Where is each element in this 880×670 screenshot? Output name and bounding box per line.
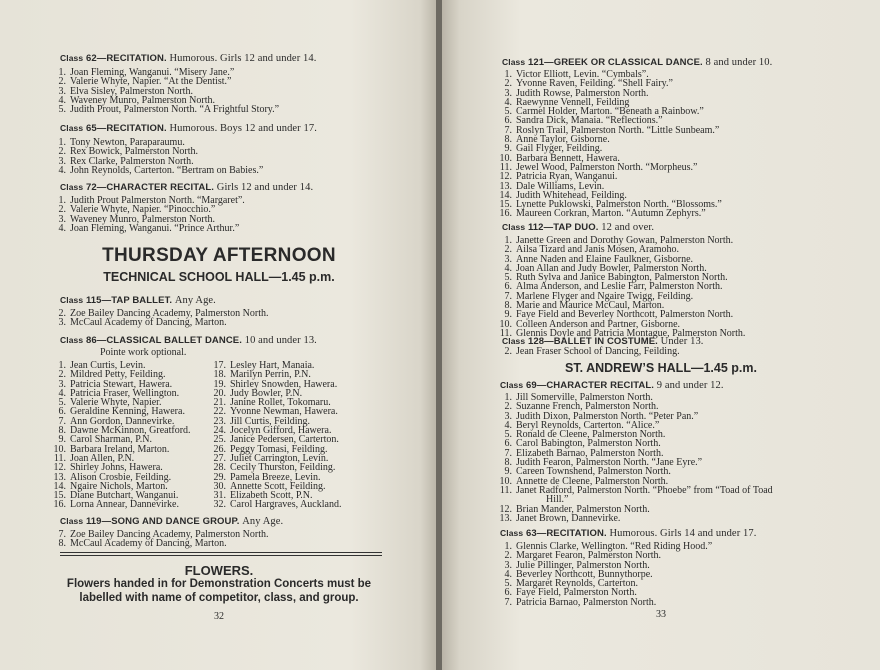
entry-list [498,347,680,356]
entry-text: Annette Scott, Feilding. [230,480,326,492]
entry-row [498,347,680,356]
entry-text: Barbara Bennett, Hawera. [516,152,620,164]
entry-number: 32. [213,499,226,511]
entry-number: 12. [499,503,512,515]
entry-number: 2. [58,369,66,381]
entry-number: 16. [53,499,66,511]
entry-number: 5. [504,578,512,590]
entry-text: Marilyn Perrin, P.N. [230,369,311,381]
entry-text: Jill Somerville, Palmerston North. [516,392,653,403]
entry-number: 13. [499,512,512,524]
entry-text: Joan Allen, P.N. [70,452,135,464]
entry-row [52,105,279,114]
dash-separator: — [101,516,112,527]
entry-row [498,514,773,523]
entry-text: Diane Butchart, Wanganui. [70,490,179,502]
entry-text: McCaul Academy of Dancing, Marton. [70,317,227,329]
entry-text: Faye Field, Palmerston North. [516,587,637,599]
class-number: 128 [527,336,545,347]
entry-row [52,318,268,327]
class-note: 9 and under 12. [656,380,724,391]
class-note: Any Age. [174,295,216,306]
entry-list [52,361,191,510]
entry-number: 10. [499,475,512,487]
entry-list [212,361,341,510]
entry-text: Roslyn Trail, Palmerston North. “Little Sunbeam.” [516,124,720,136]
class-header [60,123,317,134]
entry-number: 10. [499,318,512,330]
entry-text: Valerie Whyte, Napier. “Pinocchio.” [70,204,216,216]
dash-separator: — [96,53,107,64]
entry-text: Annette de Cleene, Palmerston North. [516,475,669,487]
entry-number: 20. [213,387,226,399]
entry-row [52,224,245,233]
entry-number: 13. [499,180,512,192]
entry-number: 4. [58,222,66,234]
divider [60,552,382,553]
entry-number: 4. [58,94,66,106]
entry-row [498,598,712,607]
entry-text: Careen Townshend, Palmerston North. [516,466,671,478]
entry-number: 9. [58,434,66,446]
class-word: Class [500,380,524,390]
entry-number: 1. [504,392,512,403]
entry-text: Waveney Munro, Palmerston North. [70,213,215,225]
entry-number: 18. [213,369,226,381]
entry-number: 8. [504,134,512,146]
entry-number: 15. [53,490,66,502]
class-title: TAP DUO. [553,222,599,233]
class-word: Class [60,295,84,305]
entry-text: Jean Fraser School of Dancing, Feilding. [516,346,680,357]
entry-number: 9. [504,309,512,321]
class-title: CHARACTER RECITAL. [546,380,655,391]
entry-number: 4. [58,164,66,176]
class-note: Girls 12 and under 14. [216,182,314,193]
entry-number: 2. [58,146,66,158]
entry-number: 1. [504,541,512,552]
entry-number: 31. [213,490,226,502]
entry-number: 8. [58,425,66,437]
class-note: Humorous. Girls 14 and under 17. [609,528,757,539]
entry-number: 14. [499,189,512,201]
entry-number: 10. [53,443,66,455]
flowers-heading: FLOWERS. [184,563,254,578]
entry-text: Ngaire Nichols, Marton. [70,480,168,492]
dash-separator: — [96,123,107,134]
entry-number: 4. [58,387,66,399]
entry-text: Raewynne Vennell, Feilding [516,96,630,108]
entry-number: 6. [504,587,512,599]
class-note: Humorous. Girls 12 and under 14. [169,53,317,64]
entry-row [52,166,263,175]
entry-list [52,196,245,233]
class-title: GREEK OR CLASSICAL DANCE. [553,57,703,68]
entry-text: Mildred Petty, Feilding. [70,369,166,381]
entry-text: Victor Elliott, Levin. “Cymbals”. [516,69,649,80]
entry-text: Carol Babington, Palmerston North. [516,438,661,450]
page-number: 32 [214,611,224,622]
class-number: 65 [85,123,97,134]
entry-text: Juliet Carrington, Levin. [230,452,329,464]
class-note: Humorous. Boys 12 and under 17. [169,123,317,134]
entry-number: 17. [213,360,226,371]
class-note: Under 13. [660,336,704,347]
class-note: Any Age. [242,516,284,527]
entry-text: Jocelyn Gifford, Hawera. [230,425,332,437]
entry-number: 1. [504,235,512,246]
entry-number: 7. [58,529,66,540]
entry-list [498,542,712,607]
entry-text: Dale Williams, Levin. [516,180,605,192]
entry-number: 30. [213,480,226,492]
entry-text: Janet Brown, Dannevirke. [516,512,621,524]
entry-text: Hill.” [546,494,569,506]
flowers-note: labelled with name of competitor, class, and group. [79,592,359,604]
entry-text: Valerie Whyte, Napier. [70,397,162,409]
entry-number: 4. [504,419,512,431]
entry-number: 22. [213,406,226,418]
dash-separator: — [96,335,107,346]
entry-number: 7. [504,124,512,136]
entry-text: Suzanne French, Palmerston North. [516,401,659,413]
entry-number: 11. [53,452,66,464]
entry-text: Maureen Corkran, Marton. “Autumn Zephyrs.” [516,208,706,220]
entry-number: 3. [58,155,66,167]
entry-text: Waveney Munro, Palmerston North. [70,94,215,106]
entry-number: 5. [504,429,512,441]
entry-text: Patricia Fraser, Wellington. [70,387,180,399]
class-number: 112 [527,222,544,233]
entry-number: 11. [499,327,512,339]
entry-number: 5. [58,397,66,409]
entry-text: Ann Gordon, Dannevirke. [70,415,175,427]
dash-separator: — [101,295,112,306]
entry-number: 7. [504,290,512,302]
entry-row [52,500,191,509]
entry-number: 2. [504,401,512,413]
entry-text: Yvonne Raven, Feilding. “Shell Fairy.” [516,78,673,90]
class-number: 62 [85,53,97,64]
entry-text: Rex Bowick, Palmerston North. [70,146,199,158]
entry-number: 21. [213,397,226,409]
entry-number: 11. [499,161,512,173]
entry-text: Marie and Maurice McCaul, Marton. [516,300,665,312]
entry-number: 2. [504,550,512,562]
class-subnote: Pointe work optional. [100,347,187,358]
entry-number: 24. [213,425,226,437]
entry-text: Cecily Thurston, Feilding. [230,462,336,474]
entry-number: 9. [504,143,512,155]
class-title: SONG AND DANCE GROUP. [111,516,240,527]
dash-separator: — [96,182,107,193]
class-header [60,53,316,64]
entry-text: Glennis Clarke, Wellington. “Red Riding Hood.” [516,541,713,552]
entry-text: Anne Naden and Elaine Faulkner, Gisborne. [516,253,694,265]
entry-text: Jewel Wood, Palmerston North. “Morpheus.” [516,161,698,173]
entry-text: Lorna Annear, Dannevirke. [70,499,179,511]
entry-list [52,68,279,114]
class-note: 8 and under 10. [705,57,773,68]
entry-number: 8. [58,538,66,550]
class-number: 121 [527,57,545,68]
entry-number: 2. [504,78,512,90]
entry-text: Glennis Doyle and Patricia Montague, Palmerston North. [516,327,746,339]
class-word: Class [60,516,84,526]
entry-text: Sandra Dick, Manaia. “Reflections.” [516,115,663,127]
dash-separator: — [544,336,554,347]
entry-number: 5. [58,104,66,116]
class-title: CHARACTER RECITAL. [106,182,215,193]
entry-number: 3. [58,317,66,329]
class-header [502,222,654,233]
entry-text: Marlene Flyger and Ngaire Twigg, Feilding. [516,290,694,302]
entry-text: Judith Fearon, Palmerston North. “Jane Eyre.” [516,457,703,469]
entry-number: 3. [504,410,512,422]
entry-number: 5. [504,272,512,284]
entry-text: Margaret Reynolds, Carterton. [516,578,639,590]
entry-number: 7. [58,415,66,427]
entry-text: Judith Dixon, Palmerston North. “Peter Pan.” [516,410,699,422]
divider [60,555,382,556]
entry-list [52,138,263,175]
entry-text: Janine Rollet, Tokomaru. [230,397,331,409]
entry-text: Janice Pedersen, Carterton. [230,434,339,446]
class-number: 115 [85,295,102,306]
entry-number: 14. [53,480,66,492]
class-word: Class [60,123,84,133]
entry-list [52,309,268,328]
entry-number: 12. [53,462,66,474]
entry-text: Faye Field and Beverley Northcott, Palmerston North. [516,309,734,321]
dash-separator: — [536,380,547,391]
entry-number: 5. [504,106,512,118]
entry-text: Alma Anderson, and Leslie Farr, Palmerston North. [516,281,723,293]
entry-text: Beverley Northcott, Bunnythorpe. [516,568,653,580]
entry-text: Janet Radford, Palmerston North. “Phoebe” from “Toad of Toad [516,484,773,496]
entry-number: 26. [213,443,226,455]
entry-number: 9. [504,466,512,478]
class-word: Class [502,57,526,67]
class-title: RECITATION. [546,528,607,539]
entry-text: Shirley Snowden, Hawera. [230,378,338,390]
entry-number: 15. [499,199,512,211]
entry-text: Patricia Ryan, Wanganui. [516,171,618,183]
class-word: Class [60,182,84,192]
class-note: 10 and under 13. [244,335,317,346]
entry-number: 1. [58,67,66,78]
class-word: Class [60,53,84,63]
entry-text: Judy Bowler, P.N. [230,387,303,399]
class-title: TAP BALLET. [111,295,173,306]
entry-text: Joan Fleming, Wanganui. “Misery Jane.” [70,67,235,78]
class-header [60,182,313,193]
entry-text: Carol Hargraves, Auckland. [230,499,342,511]
entry-number: 3. [58,213,66,225]
entry-list [52,530,268,549]
entry-text: Patricia Barnao, Palmerston North. [516,596,657,608]
entry-row [52,539,268,548]
entry-text: Joan Allan and Judy Bowler, Palmerston North. [516,262,707,274]
entry-text: Elva Sisley, Palmerston North. [70,85,193,97]
entry-row [212,500,341,509]
entry-text: Rex Clarke, Palmerston North. [70,155,194,167]
entry-number: 25. [213,434,226,446]
class-number: 69 [525,380,537,391]
class-word: Class [502,222,526,232]
class-header [60,335,317,346]
entry-number: 2. [504,346,512,357]
entry-number: 6. [58,406,66,418]
entry-number: 27. [213,452,226,464]
class-number: 119 [85,516,102,527]
class-number: 72 [85,182,97,193]
entry-text: Jean Curtis, Levin. [70,360,146,371]
class-number: 63 [525,528,537,539]
entry-number: 12. [499,171,512,183]
entry-list [498,393,773,523]
entry-text: Shirley Johns, Hawera. [70,462,163,474]
entry-text: John Reynolds, Carterton. “Bertram on Babies.” [70,164,264,176]
page-number: 33 [656,609,666,620]
entry-text: Lesley Hart, Manaia. [230,360,315,371]
entry-text: Peggy Tomasi, Feilding. [230,443,328,455]
class-number: 86 [85,335,97,346]
dash-separator: — [543,222,554,233]
entry-list [498,236,745,338]
entry-number: 1. [504,69,512,80]
entry-text: Yvonne Newman, Hawera. [230,406,338,418]
class-title: BALLET IN COSTUME. [553,336,658,347]
entry-text: Elizabeth Scott, P.N. [230,490,313,502]
flowers-note: Flowers handed in for Demonstration Concerts must be [66,578,372,590]
venue-heading: ST. ANDREW’S HALL—1.45 p.m. [565,361,757,375]
entry-text: Ronald de Cleene, Palmerston North. [516,429,666,441]
entry-text: Pamela Breeze, Levin. [230,471,321,483]
entry-number: 13. [53,471,66,483]
dash-separator: — [536,528,547,539]
entry-text: Valerie Whyte, Napier. “At the Dentist.” [70,76,232,88]
entry-row [498,209,722,218]
entry-text: Beryl Reynolds, Carterton. “Alice.” [516,419,660,431]
entry-number: 16. [499,208,512,220]
entry-number: 6. [504,115,512,127]
entry-text: Lynette Puklowski, Palmerston North. “Blossoms.” [516,199,722,211]
entry-text: Judith Prout Palmerston North. “Margaret”. [70,195,245,206]
entry-number: 19. [213,378,226,390]
entry-text: Alison Crosbie, Feilding. [70,471,172,483]
entry-text: Tony Newton, Paraparaumu. [70,137,185,148]
entry-text: Margaret Fearon, Palmerston North. [516,550,662,562]
entry-text: Carmel Holder, Marton. “Beneath a Rainbow.” [516,106,704,118]
class-header [60,516,283,527]
venue-heading: TECHNICAL SCHOOL HALL—1.45 p.m. [103,270,335,284]
entry-text: Julie Pillinger, Palmerston North. [516,559,650,571]
entry-text: Judith Rowse, Palmerston North. [516,87,649,99]
entry-text: Carol Sharman, P.N. [70,434,152,446]
entry-number: 23. [213,415,226,427]
entry-text: Geraldine Kenning, Hawera. [70,406,185,418]
entry-number: 29. [213,471,226,483]
entry-number: 28. [213,462,226,474]
entry-list [498,70,722,219]
class-title: RECITATION. [106,123,167,134]
right-page [442,0,880,670]
class-header [60,295,216,306]
entry-text: Judith Whitehead, Feilding. [516,189,627,201]
entry-number: 1. [58,195,66,206]
left-page [0,0,438,670]
entry-number: 8. [504,457,512,469]
entry-number: 2. [58,76,66,88]
entry-number: 8. [504,300,512,312]
entry-number: 3. [504,253,512,265]
class-note: 12 and over. [601,222,655,233]
entry-text: Barbara Ireland, Marton. [70,443,170,455]
entry-number: 1. [58,360,66,371]
entry-number: 3. [504,87,512,99]
class-word: Class [500,528,524,538]
entry-number: 6. [504,438,512,450]
entry-text: Janette Green and Dorothy Gowan, Palmerston North. [516,235,734,246]
entry-number: 7. [504,447,512,459]
entry-number: 4. [504,96,512,108]
entry-text: Anne Taylor, Gisborne. [516,134,610,146]
class-word: Class [60,335,84,345]
class-header [502,57,772,68]
entry-number: 2. [504,244,512,256]
entry-number: 2. [58,308,66,319]
entry-number: 6. [504,281,512,293]
entry-number: 4. [504,262,512,274]
class-title: RECITATION. [106,53,167,64]
entry-text: Colleen Anderson and Partner, Gisborne. [516,318,681,330]
entry-number: 7. [504,596,512,608]
dash-separator: — [544,57,554,68]
entry-text: Gail Flyger, Feilding. [516,143,603,155]
entry-text: Brian Mander, Palmerston North. [516,503,650,515]
entry-number: 3. [58,378,66,390]
entry-text: Dawne McKinnon, Greatford. [70,425,191,437]
entry-text: Zoe Bailey Dancing Academy, Palmerston North. [70,529,269,540]
entry-text: Joan Fleming, Wanganui. “Prince Arthur.” [70,222,240,234]
entry-number: 1. [58,137,66,148]
entry-number: 3. [58,85,66,97]
entry-number: 3. [504,559,512,571]
entry-text: Ailsa Tizard and Janis Mosen, Aramoho. [516,244,680,256]
entry-text: Zoe Bailey Dancing Academy, Palmerston North. [70,308,269,319]
entry-number: 2. [58,204,66,216]
entry-text: Elizabeth Barnao, Palmerston North. [516,447,664,459]
day-heading: THURSDAY AFTERNOON [102,245,336,266]
entry-text: Judith Prout, Palmerston North. “A Frightful Story.” [70,104,280,116]
entry-number: 10. [499,152,512,164]
class-header [500,528,756,539]
entry-number: 4. [504,568,512,580]
entry-text: McCaul Academy of Dancing, Marton. [70,538,227,550]
entry-text: Patricia Stewart, Hawera. [70,378,173,390]
class-word: Class [502,336,526,346]
entry-text: Ruth Sylva and Janice Babington, Palmerston North. [516,272,728,284]
class-header [500,380,724,391]
entry-number: 11. [499,484,512,496]
entry-text: Jill Curtis, Feilding. [230,415,311,427]
class-title: CLASSICAL BALLET DANCE. [106,335,242,346]
